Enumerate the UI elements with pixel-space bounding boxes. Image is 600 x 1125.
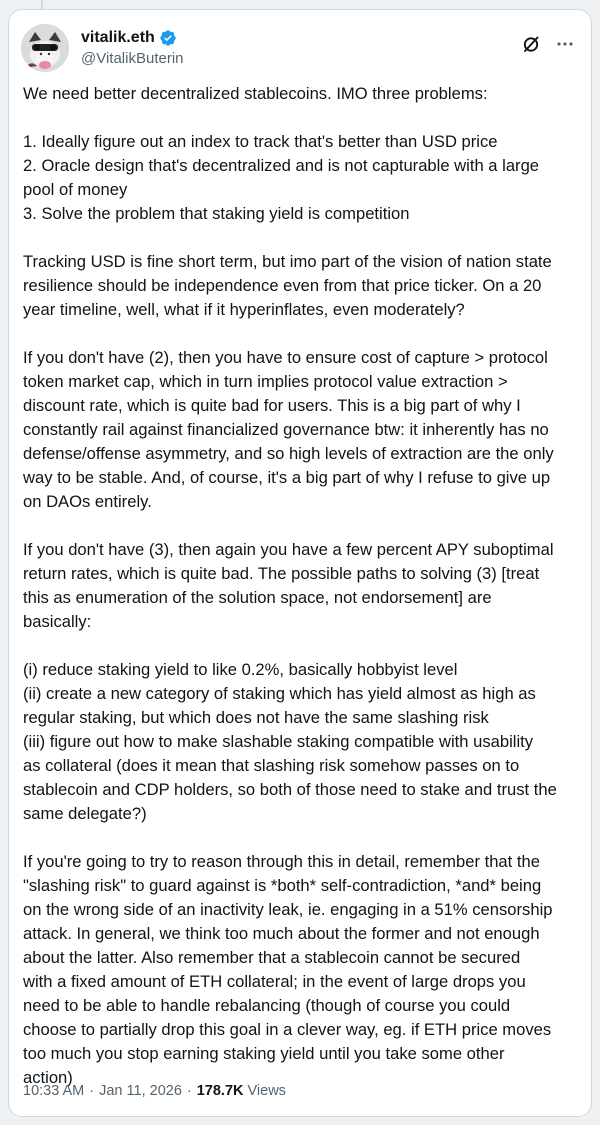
tweet-line: Tracking USD is fine short term, but imo part of the vision of nation state xyxy=(23,252,552,271)
tweet-line: token market cap, which in turn implies protocol value extraction > xyxy=(23,372,508,391)
tweet-line: about the latter. Also remember that a stablecoin cannot be secured xyxy=(23,948,521,967)
meta-separator: · xyxy=(186,1083,192,1099)
tweet-line: If you don't have (3), then again you have a few percent APY suboptimal xyxy=(23,540,554,559)
tweet-line: "slashing risk" to guard against is *both* self-contradiction, *and* being xyxy=(23,876,542,895)
tweet-line: return rates, which is quite bad. The possible paths to solving (3) [treat xyxy=(23,564,540,583)
tweet-line: on DAOs entirely. xyxy=(23,492,152,511)
tweet-line: choose to partially drop this goal in a clever way, eg. if ETH price moves xyxy=(23,1020,552,1039)
tweet-line: with a fixed amount of ETH collateral; in the event of large drops you xyxy=(23,972,526,991)
tweet-paragraph xyxy=(23,658,583,826)
tweet-line: defense/offense asymmetry, and so high levels of extraction are the only xyxy=(23,444,554,463)
tweet-line: resilience should be independence even from that price ticker. On a 20 xyxy=(23,276,542,295)
tweet-line: on the wrong side of an inactivity leak, ie. engaging in a 51% censorship xyxy=(23,900,553,919)
tweet-line: If you don't have (2), then you have to ensure cost of capture > protocol xyxy=(23,348,548,367)
tweet-paragraph xyxy=(23,82,583,106)
thread-connector-line xyxy=(41,0,43,9)
tweet-time[interactable]: 10:33 AM xyxy=(23,1083,85,1099)
tweet-line: constantly rail against financialized governance btw: it inherently has no xyxy=(23,420,549,439)
tweet-date[interactable]: Jan 11, 2026 xyxy=(99,1083,182,1099)
more-dots-icon[interactable] xyxy=(555,34,575,54)
tweet-paragraph xyxy=(23,538,583,634)
verified-badge-icon[interactable] xyxy=(159,29,177,47)
tweet-line: 3. Solve the problem that staking yield is competition xyxy=(23,204,410,223)
tweet-line: discount rate, which is quite bad for users. This is a big part of why I xyxy=(23,396,521,415)
display-name[interactable]: vitalik.eth xyxy=(81,29,155,46)
meta-separator: · xyxy=(89,1083,95,1099)
tweet-line: attack. In general, we think too much about the former and not enough xyxy=(23,924,540,943)
author-names xyxy=(81,28,184,70)
tweet-line: need to be able to handle rebalancing (though of course you could xyxy=(23,996,511,1015)
tweet-line: regular staking, but which does not have the same slashing risk xyxy=(23,708,489,727)
views-count[interactable]: 178.7K xyxy=(196,1083,244,1099)
tweet-meta xyxy=(23,1083,286,1099)
tweet-paragraph xyxy=(23,850,583,1090)
tweet-line: (i) reduce staking yield to like 0.2%, basically hobbyist level xyxy=(23,660,458,679)
grok-slash-circle-icon[interactable] xyxy=(521,34,541,54)
tweet-line: as collateral (does it mean that slashing risk somehow passes on to xyxy=(23,756,520,775)
tweet-line: year timeline, well, what if it hyperinflates, even moderately? xyxy=(23,300,465,319)
tweet-line: If you're going to try to reason through this in detail, remember that the xyxy=(23,852,540,871)
tweet-paragraph xyxy=(23,130,583,226)
tweet-line: 2. Oracle design that's decentralized and is not capturable with a large xyxy=(23,156,540,175)
author-handle[interactable]: @VitalikButerin xyxy=(81,50,184,67)
tweet-header xyxy=(21,24,581,80)
tweet-line: 1. Ideally figure out an index to track that's better than USD price xyxy=(23,132,498,151)
tweet-line: too much you stop earning staking yield until you take some other xyxy=(23,1044,505,1063)
avatar-image xyxy=(21,24,69,72)
tweet-line: way to be stable. And, of course, it's a big part of why I refuse to give up xyxy=(23,468,551,487)
tweet-line: (iii) figure out how to make slashable staking compatible with usability xyxy=(23,732,534,751)
tweet-paragraph xyxy=(23,250,583,322)
tweet-line: pool of money xyxy=(23,180,128,199)
header-actions xyxy=(521,34,575,54)
tweet-paragraph xyxy=(23,346,583,514)
tweet-line: this as enumeration of the solution space, not endorsement] are xyxy=(23,588,492,607)
tweet-line: action) xyxy=(23,1068,73,1087)
tweet-line: (ii) create a new category of staking which has yield almost as high as xyxy=(23,684,536,703)
tweet-line: We need better decentralized stablecoins. IMO three problems: xyxy=(23,84,488,103)
tweet-line: basically: xyxy=(23,612,92,631)
views-label: Views xyxy=(247,1083,286,1099)
tweet-line: stablecoin and CDP holders, so both of those need to stake and trust the xyxy=(23,780,557,799)
tweet-card xyxy=(8,9,592,1117)
display-name-row xyxy=(81,28,184,48)
tweet-line: same delegate?) xyxy=(23,804,147,823)
avatar[interactable] xyxy=(21,24,69,72)
tweet-text xyxy=(23,82,583,1114)
